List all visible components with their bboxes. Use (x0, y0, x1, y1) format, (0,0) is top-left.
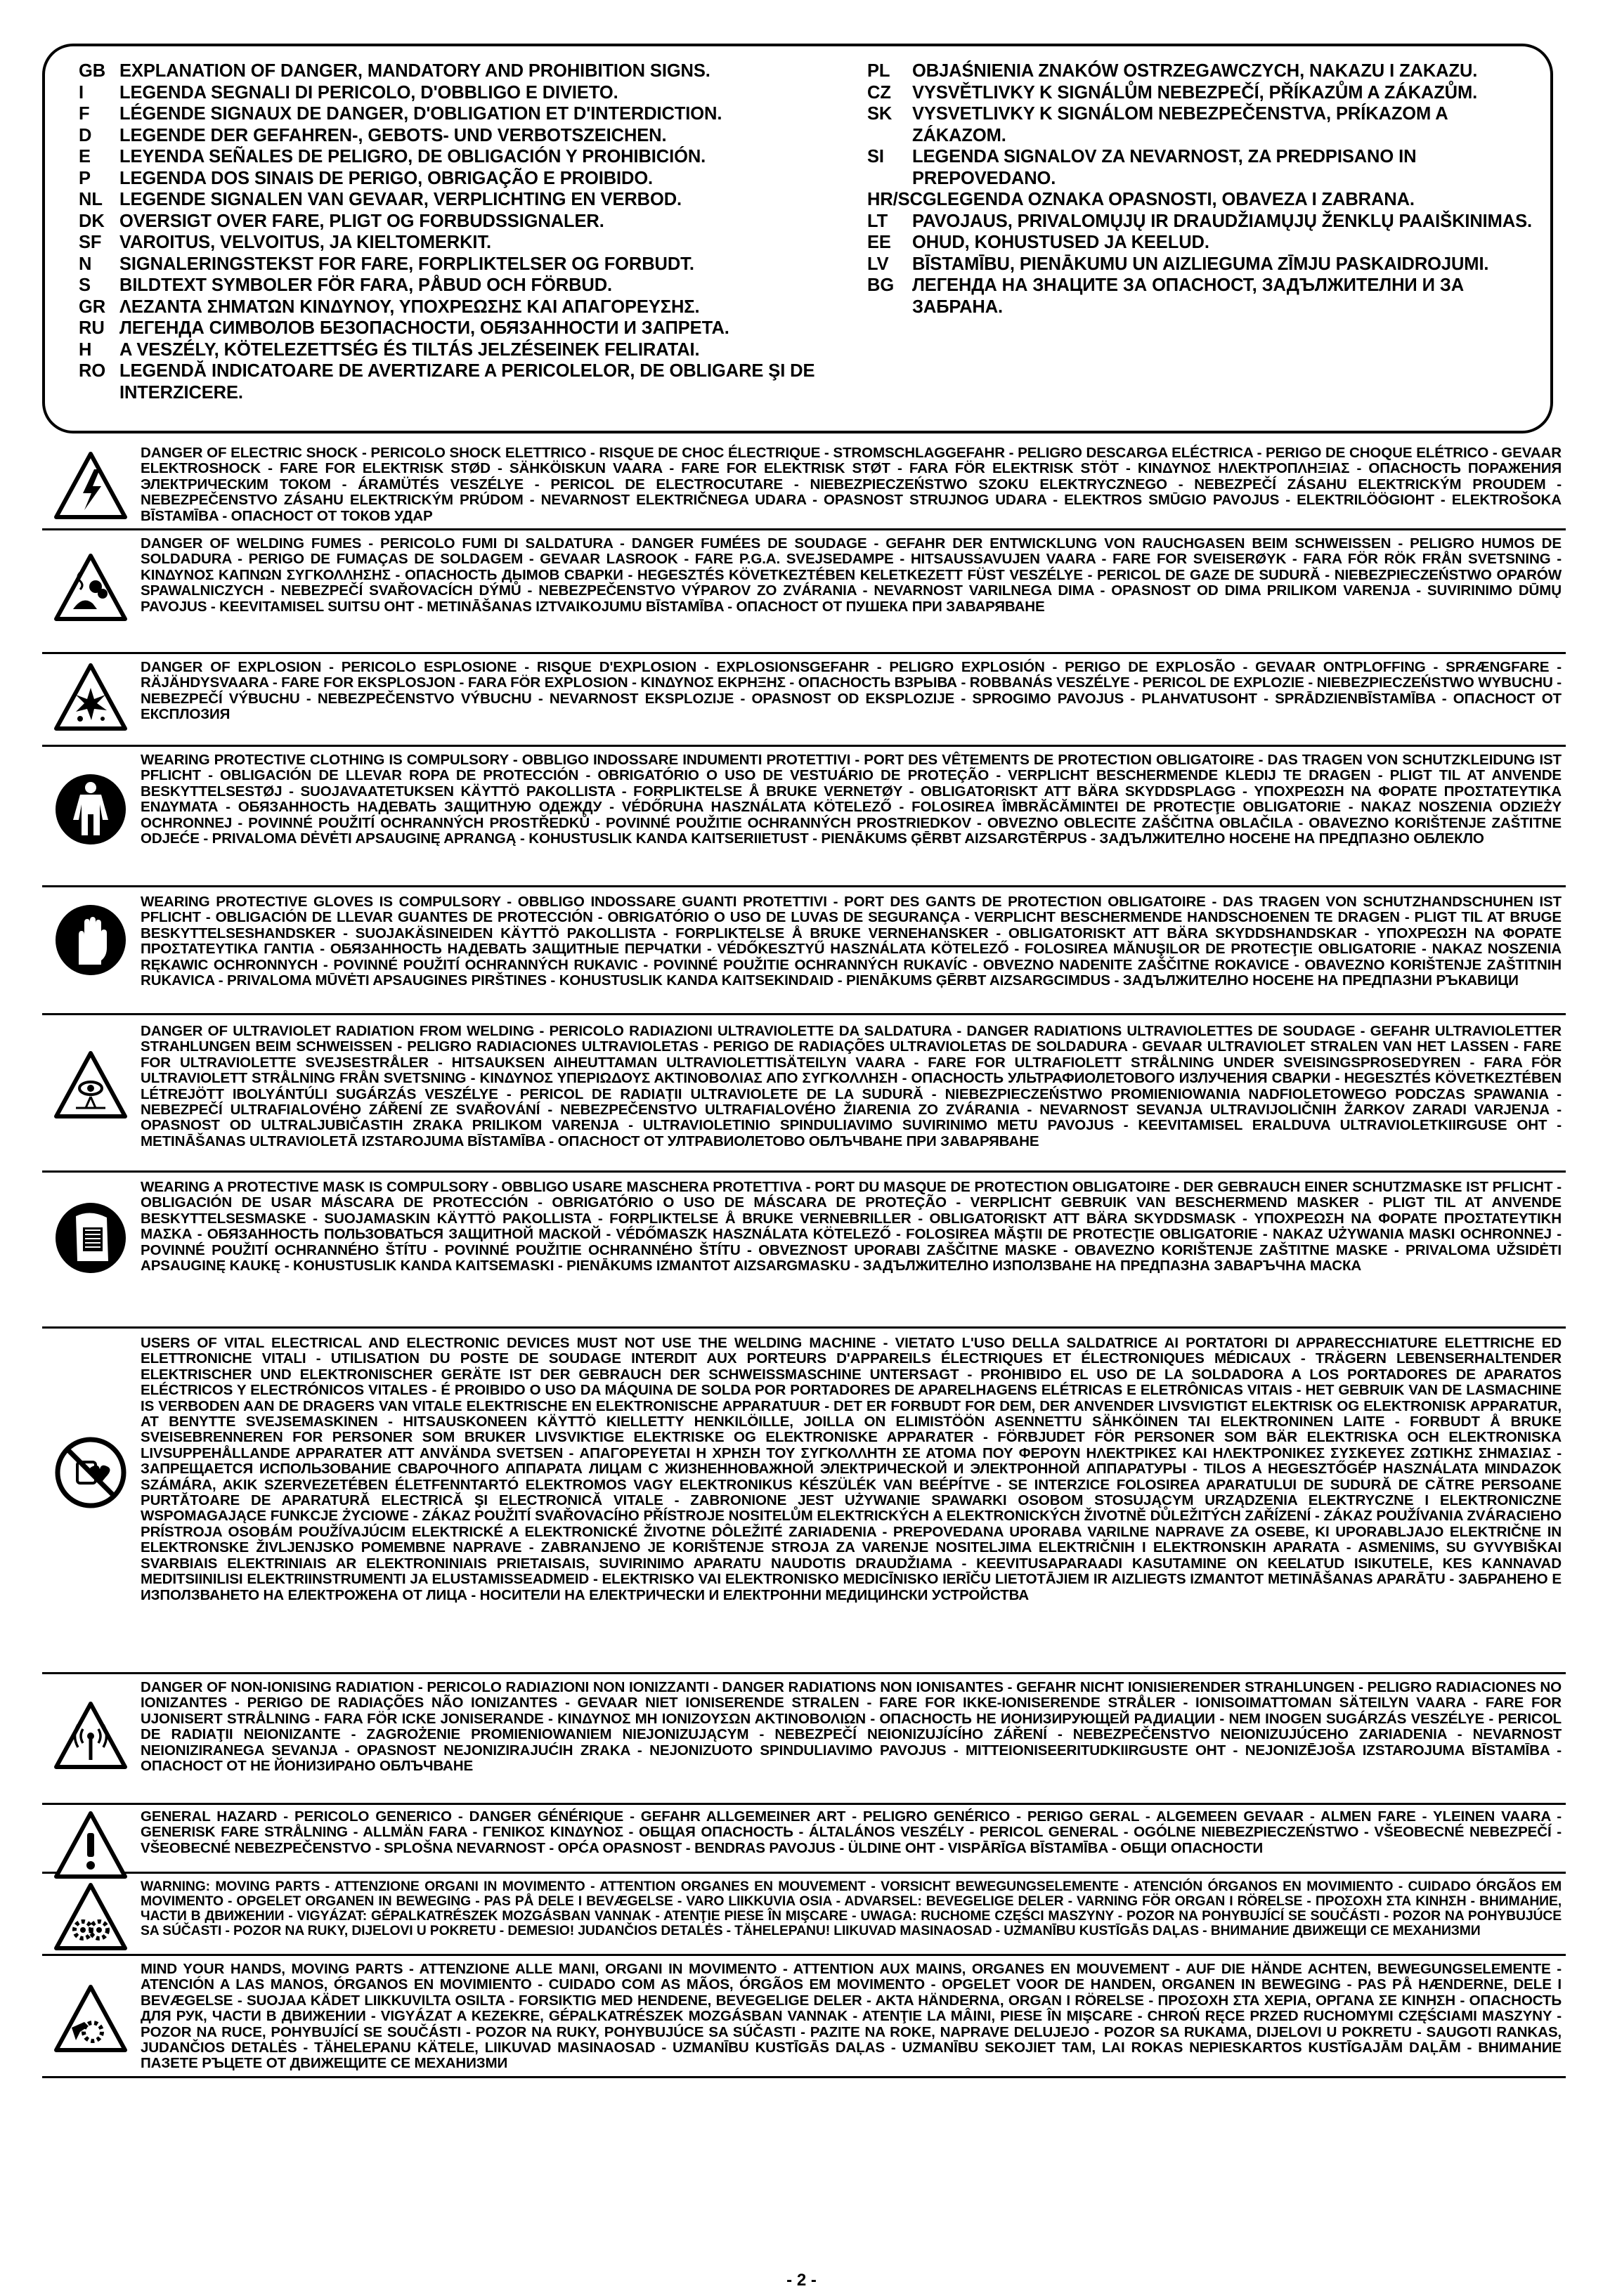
moving-parts-icon (52, 1879, 129, 1957)
legend-language-code: LV (867, 254, 889, 274)
legend-line (867, 232, 1542, 254)
legend-text: OBJAŚNIENIA ZNAKÓW OSTRZEGAWCZYCH, NAKAZU I ZAKAZU. (912, 61, 1478, 81)
legend-line (79, 275, 831, 296)
legend-language-code: N (79, 254, 92, 274)
legend-line (867, 254, 1542, 275)
sign-section (42, 1874, 1566, 1956)
sign-description: DANGER OF ELECTRIC SHOCK - PERICOLO SHOCK ELETTRICO - RISQUE DE CHOC ÉLECTRIQUE - STROMSCHLAGGEFAHR - PELIGRO DESCARGA ELÉCTRICA - PERIGO DE CHOQUE ELÉTRICO - GEVAAR ELEKTROSHOCK - FARE FOR ELEKTRISK STØD - SÄHKÖISKUN VAARA - FARE FOR ELEKTRISK STØT - FARA FÖR ELEKTRISK STÖT - ΚΙΝΔΥΝΟΣ ΗΛΕΚΤΡΟΠΛΗΞΙΑΣ - ОПАСНОСТЬ ПОРАЖЕНИЯ ЭЛЕКТРИЧЕСКИМ ТОКОМ - ÁRAMÜTÉS VESZÉLYE - PERICOL DE ELECTROCUTARE - NIEBEZPIECZEŃSTWO SZOKU ELEKTRYCZNEGO - NEBEZPEČÍ ZÁSAHU ELEKTRICKÝM PROUDEM - NEBEZPEČENSTVO ZÁSAHU ELEKTRICKÝM PRÚDOM - NEVARNOST ELEKTRIČNEGA UDARA - OPASNOST STRUJNOG UDARA - ELEKTROS SMŪGIO PAVOJUS - ELEKTRILÖÖGIOHT - ELEKTROŠOKA BĪSTAMĪBA - ОПАСНОСТ ОТ ТОКОВ УДАР (141, 445, 1562, 524)
no-pacemaker-icon (52, 1434, 129, 1511)
legend-line (79, 254, 831, 275)
legend-line (79, 168, 831, 190)
legend-line (79, 189, 831, 211)
legend-text: LEGENDA DOS SINAIS DE PERIGO, OBRIGAÇÃO E PROIBIDO. (119, 168, 654, 188)
legend-text: EXPLANATION OF DANGER, MANDATORY AND PROHIBITION SIGNS. (119, 61, 710, 81)
legend-language-code: RO (79, 361, 106, 381)
sign-section (42, 1173, 1566, 1329)
legend-line (79, 296, 831, 318)
legend-line (79, 125, 831, 147)
legend-text: LEGENDĂ INDICATOARE DE AVERTIZARE A PERICOLELOR, DE OBLIGARE ŞI DE INTERZICERE. (119, 361, 815, 403)
legend-line (867, 189, 1542, 211)
legend-line (79, 211, 831, 233)
sign-section (42, 1805, 1566, 1874)
legend-box (42, 44, 1553, 433)
legend-left-column (79, 60, 831, 403)
protective-mask-icon (52, 1199, 129, 1277)
sign-section (42, 654, 1566, 747)
legend-language-code: SK (867, 104, 893, 124)
sign-description: WARNING: MOVING PARTS - ATTENZIONE ORGANI IN MOVIMENTO - ATTENTION ORGANES EN MOUVEMENT - VORSICHT BEWEGUNGSELEMENTE - ATENCIÓN ÓRGANOS EN MOVIMIENTO - CUIDADO ÓRGÃOS EM MOVIMENTO - OPGELET ORGANEN IN BEWEGING - PAS PÅ DELE I BEVÆGELSE - VARO LIIKKUVIA OSIA - ADVARSEL: BEVEGELIGE DELER - VARNING FÖR ORGAN I RÖRELSE - ΠΡΟΣΟΧΗ ΣΤΑ ΚΙΝΗΣΗ - ВНИМАНИЕ, ЧАСТИ В ДВИЖЕНИИ - VIGYÁZAT: GÉPALKATRÉSZEK MOZGÁSBAN VANNAK - ATENŢIE PIESE ÎN MIŞCARE - UWAGA: RUCHOME CZĘŚCI MASZYNY - POZOR NA POHYBUJÍCÍ SE SOUČÁSTI - POZOR NA POHYBUJÚCE SA SÚČASTI - POZOR NA RUKY, DIJELOVI U POKRETU - DEMESIO! JUDANČIOS DETALĖS - TÄHELEPANU! LIIKUVAD MASINAOSAD - UZMANĪBU KUSTĪGĀS DAĻAS - ВНИМАНИЕ ДВИЖЕЩИ СЕ МЕХАНИЗМИ (141, 1879, 1562, 1939)
sign-section (42, 747, 1566, 887)
legend-text: LEGENDA SEGNALI DI PERICOLO, D'OBBLIGO E DIVIETO. (119, 82, 618, 103)
sign-description: USERS OF VITAL ELECTRICAL AND ELECTRONIC DEVICES MUST NOT USE THE WELDING MACHINE - VIETATO L'USO DELLA SALDATRICE AI PORTATORI DI APPARECCHIATURE ELETTRICHE ED ELETTRONICHE VITALI - UTILISATION DU POSTE DE SOUDAGE INTERDIT AUX PORTEURS D'APPAREILS ÉLECTRIQUES ET ÉLECTRONIQUES MÉDICAUX - TRÄGERN LEBENSERHALTENDER ELEKTRISCHER UND ELEKTRONISCHER GERÄTE IST DER GEBRAUCH DER SCHWEISSMASCHINE UNTERSAGT - PROHIBIDO EL USO DE LA SOLDADORA A LOS PORTADORES DE APARATOS ELÉCTRICOS Y ELECTRÓNICOS VITALES - É PROIBIDO O USO DA MÁQUINA DE SOLDA POR PORTADORES DE APARELHAGENS ELÉTRICAS E ELETRÔNICAS VITAIS - HET GEBRUIK VAN DE LASMACHINE IS VERBODEN AAN DE DRAGERS VAN VITALE ELEKTRISCHE EN ELEKTRONISCHE APPARATUUR - DET ER FORBUDT FOR DEM, DER ANVENDER LIVSVIGTIGT ELEKTRISK OG ELEKTRONISK APPARATUR, AT BENYTTE SVEJSEMASKINEN - HITSAUSKONEEN KÄYTTÖ KIELLETTY HENKILÖILLE, JOILLA ON ELIMISTÖÖN ASENNETTU SÄHKÖINEN TAI ELEKTRONINEN LAITE - FORBUDT Å BRUKE SVEISEBRENNEREN FOR PERSONER SOM BRUKER LIVSVIKTIGE ELEKTRISKE OG ELEKTRONISKE APPARATER - FÖRBJUDET FÖR PERSONER SOM BÄR ELEKTRISKA OCH ELEKTRONISKA LIVSUPPEHÅLLANDE APPARATER ATT ANVÄNDA SVETSEN - ΑΠΑΓΟΡΕΥΕΤΑΙ Η ΧΡΗΣΗ ΤΟΥ ΣΥΓΚΟΛΛΗΤΗ ΣΕ ΑΤΟΜΑ ΠΟΥ ΦΕΡΟΥΝ ΗΛΕΚΤΡΙΚΕΣ ΚΑΙ ΗΛΕΚΤΡΟΝΙΚΕΣ ΣΥΣΚΕΥΕΣ ΖΩΤΙΚΗΣ ΣΗΜΑΣΙΑΣ - ЗАПРЕЩАЕТСЯ ИСПОЛЬЗОВАНИЕ СВАРОЧНОГО АППАРАТА ЛИЦАМ С ЖИЗНЕННОВАЖНОЙ ЭЛЕКТРИЧЕСКОЙ И ЭЛЕКТРОННОЙ АППАРАТУРЫ - TILOS A HEGESZTŐGÉP HASZNÁLATA MINDAZOK SZÁMÁRA, AKIK SZERVEZETÉBEN ÉLETFENNTARTÓ ELEKTROMOS VAGY ELEKTRONIKUS KÉSZÜLÉK VAN BEÉPÍTVE - SE INTERZICE FOLOSIREA APARATULUI DE SUDURĂ DE CĂTRE PERSOANE PURTĂTOARE DE APARATURĂ ELECTRICĂ ŞI ELECTRONICĂ VITALE - ZABRONIONE JEST UŻYWANIE SPAWARKI OSOBOM STOSUJĄCYM URZĄDZENIA ELEKTRYCZNE I ELEKTRONICZNE WSPOMAGAJĄCE FUNKCJE ŻYCIOWE - ZÁKAZ POUŽITÍ SVAŘOVACÍHO PŘÍSTROJE NOSITELŮM ELEKTRICKÝCH A ELEKTRONICKÝCH ŽIVOTNĚ DŮLEŽITÝCH ZAŘÍZENÍ - ZÁKAZ POUŽÍVANIA ZVÁRACIEHO PRÍSTROJA OSOBÁM POUŽÍVAJÚCIM ELEKTRICKÉ A ELEKTRONICKÉ ŽIVOTNE DÔLEŽITÉ ZARIADENIA - PREPOVEDANA UPORABA VARILNE NAPRAVE ZA OSEBE, KI UPORABLJAJO ELEKTRIČNE IN ELEKTRONSKE ŽIVLJENJSKO POMEMBNE NAPRAVE - ZABRANJENO JE KORIŠTENJE STROJA ZA VARENJE NOSITELJIMA ELEKTRIČNIH I ELEKTRONSKIH APARATA - ASMENIMS, SU GYVYBIŠKAI SVARBIAIS ELEKTRINIAIS AR ELEKTRONINIAIS PRIETAISAIS, SUVIRINIMO APARATU NAUDOTIS DRAUDŽIAMA - KEEVITUSAPARAADI KASUTAMINE ON KEELATUD ISIKUTELE, KES KANNAVAD MEDITSIINILISI ELEKTRIINSTRUMENTI JA ELUSTAMISSEADMEID - ELEKTRISKO VAI ELEKTRONISKO MEDICĪNISKO IERĪČU LIETOTĀJIEM IR AIZLIEGTS IZMANTOT METINĀŠANAS APARĀTU - ЗАБРАНЕНО Е ИЗПОЛЗВАНЕТО НА ЕЛЕКТРОЖЕНА ОТ ЛИЦА - НОСИТЕЛИ НА ЕЛЕКТРИЧЕСКИ И ЕЛЕКТРОННИ МЕДИЦИНСКИ УСТРОЙСТВА (141, 1335, 1562, 1603)
sign-description: WEARING PROTECTIVE GLOVES IS COMPULSORY - OBBLIGO INDOSSARE GUANTI PROTETTIVI - PORT DES GANTS DE PROTECTION OBLIGATOIRE - DAS TRAGEN VON SCHUTZHANDSCHUHEN IST PFLICHT - OBLIGACIÓN DE LLEVAR GUANTES DE PROTECCIÓN - OBRIGATÓRIO O USO DE LUVAS DE SEGURANÇA - VERPLICHT BESCHERMENDE HANDSCHOENEN TE DRAGEN - PLIGT TIL AT BRUGE BESKYTTELSESHANDSKER - SUOJAKÄSINEIDEN KÄYTTÖ PAKOLLISTA - FORPLIKTELSE Å BRUKE VERNEHANSKER - OBLIGATORISKT ATT BÄRA SKYDDSHANDSKAR - ΥΠΟΧΡΕΩΣΗ ΝΑ ΦΟΡΑΤΕ ΠΡΟΣΤΑΤΕΥΤΙΚΑ ΓΑΝΤΙΑ - ОБЯЗАННОСТЬ НАДЕВАТЬ ЗАЩИТНЫЕ ПЕРЧАТКИ - VÉDŐKESZTYŰ HASZNÁLATA KÖTELEZŐ - FOLOSIREA MĂNUŞILOR DE PROTECŢIE OBLIGATORIE - NAKAZ NOSZENIA RĘKAWIC OCHRONNYCH - POVINNÉ POUŽITÍ OCHRANNÝCH RUKAVIC - POVINNÉ POUŽITIE OCHRANNÝCH RUKAVÍC - OBVEZNO NADENITE ZAŠČITNE ROKAVICE - OBAVEZNO KORIŠTENJE ZAŠTITNIH RUKAVICA - PRIVALOMA MŪVĖTI APSAUGINES PIRŠTINES - KOHUSTUSLIK KANDA KAITSEKINDAID - PIENĀKUMS ĢĒRBT AIZSARGCIMDUS - ЗАДЪЛЖИТЕЛНО НОСЕНЕ НА ПРЕДПАЗНИ РЪКАВИЦИ (141, 894, 1562, 989)
legend-text: SIGNALERINGSTEKST FOR FARE, FORPLIKTELSER OG FORBUDT. (119, 254, 694, 274)
legend-line (867, 146, 1542, 189)
legend-text: LEGENDA OZNAKA OPASNOSTI, OBAVEZA I ZABRANA. (936, 190, 1415, 209)
sign-section (42, 530, 1566, 654)
sign-description: DANGER OF WELDING FUMES - PERICOLO FUMI DI SALDATURA - DANGER FUMÉES DE SOUDAGE - GEFAHR DER ENTWICKLUNG VON RAUCHGASEN BEIM SCHWEISSEN - PELIGRO HUMOS DE SOLDADURA - PERIGO DE FUMAÇAS DE SOLDAGEM - GEVAAR LASROOK - FARE P.G.A. SVEJSEDAMPE - HITSAUSSAVUJEN VAARA - FARE FOR SVEISERØYK - FARA FÖR RÖK FRÅN SVETSNING - ΚΙΝΔΥΝΟΣ ΚΑΠΝΩΝ ΣΥΓΚΟΛΛΗΣΗΣ - ОПАСНОСТЬ ДЫМОВ СВАРКИ - HEGESZTÉS KÖVETKEZTÉBEN KELETKEZETT FÜST VESZÉLYE - PERICOL DE GAZE DE SUDURĂ - NIEBEZPIECZEŃSTWO OPARÓW SPAWALNICZYCH - NEBEZPEČÍ SVAŘOVACÍCH DÝMŮ - NEBEZPEČENSTVO VÝPAROV ZO ZVÁRANIA - NEVARNOST VARILNEGA DIMA - OPASNOST OD DIMA PRILIKOM VARENJA - SUVIRINIMO DŪMŲ PAVOJUS - KEEVITAMISEL SUITSU OHT - METINĀŠANAS IZTVAIKOJUMU BĪSTAMĪBA - ОПАСНОСТ ОТ ПУШЕКА ПРИ ЗАВАРЯВАНЕ (141, 535, 1562, 615)
legend-line (79, 82, 831, 104)
legend-line (79, 318, 831, 339)
sign-description: MIND YOUR HANDS, MOVING PARTS - ATTENZIONE ALLE MANI, ORGANI IN MOVIMENTO - ATTENTION AUX MAINS, ORGANES EN MOUVEMENT - AUF DIE HÄNDE ACHTEN, BEWEGUNGSELEMENTE - ATENCIÓN A LAS MANOS, ÓRGANOS EN MOVIMIENTO - CUIDADO COM AS MÃOS, ÓRGÃOS EM MOVIMENTO - OPGELET VOOR DE HANDEN, ORGANEN IN BEWEGING - PAS PÅ HÆNDERNE, DELE I BEVÆGELSE - SUOJAA KÄDET LIIKKUVILTA OSILTA - FORSIKTIG MED HENDENE, BEVEGELIGE DELER - AKTA HÄNDERNA, ORGAN I RÖRELSE - ΠΡΟΣΟΧΗ ΣΤΑ ΧΕΡΙΑ, ΟΡΓΑΝΑ ΣΕ ΚΙΝΗΣΗ - ОПАСНОСТЬ ДЛЯ РУК, ЧАСТИ В ДВИЖЕНИИ - VIGYÁZAT A KEZEKRE, GÉPALKATRÉSZEK MOZGÁSBAN VANNAK - ATENŢIE LA MÂINI, PIESE ÎN MIŞCARE - CHROŃ RĘCE PRZED RUCHOMYMI CZĘŚCIAMI MASZYNY - POZOR NA RUCE, POHYBUJÍCÍ SE SOUČÁSTI - POZOR NA RUKY, POHYBUJÚCE SA SÚČASTI - PAZITE NA ROKE, NAPRAVE DELUJEJO - POZOR SA RUKAMA, DIJELOVI U POKRETU - SAUGOTI RANKAS, JUDANČIOS DETALĖS - TÄHELEPANU KÄTELE, LIIKUVAD MASINAOSAD - UZMANĪBU KUSTĪGĀS DAĻAS - UZMANĪBU SEKOJIET TAM, LAI ROKAS NEPIESKARTOS KUSTĪGAJĀM DAĻĀM - ВНИМАНИЕ ПАЗЕТЕ РЪЦЕТЕ ОТ ДВИЖЕЩИТЕ СЕ МЕХАНИЗМИ (141, 1961, 1562, 2072)
legend-line (867, 60, 1542, 82)
legend-language-code: DK (79, 211, 105, 231)
legend-text: LEGENDA SIGNALOV ZA NEVARNOST, ZA PREDPISANO IN PREPOVEDANO. (912, 147, 1417, 188)
page-number: - 2 - (786, 2271, 817, 2290)
legend-line (867, 82, 1542, 104)
legend-language-code: GB (79, 61, 106, 81)
protective-gloves-icon (52, 901, 129, 979)
legend-text: ΛΕΖΑΝΤΑ ΣΗΜΑΤΩΝ ΚΙΝΔΥΝΟΥ, ΥΠΟΧΡΕΩΣΗΣ ΚΑΙ ΑΠΑΓΟΡΕΥΣΗΣ. (119, 296, 700, 317)
legend-language-code: SI (867, 147, 884, 167)
legend-text: LEGENDE DER GEFAHREN-, GEBOTS- UND VERBOTSZEICHEN. (119, 125, 667, 145)
legend-text: OVERSIGT OVER FARE, PLIGT OG FORBUDSSIGNALER. (119, 211, 604, 231)
ultraviolet-radiation-icon (52, 1048, 129, 1125)
legend-language-code: SF (79, 233, 102, 252)
sign-section (42, 1674, 1566, 1805)
legend-language-code: I (79, 82, 84, 103)
sign-description: DANGER OF ULTRAVIOLET RADIATION FROM WELDING - PERICOLO RADIAZIONI ULTRAVIOLETTE DA SALDATURA - DANGER RADIATIONS ULTRAVIOLETTES DE SOUDAGE - GEFAHR ULTRAVIOLETTER STRAHLUNGEN BEIM SCHWEISSEN - PELIGRO RADIACIONES ULTRAVIOLETAS - PERIGO DE RADIAÇÕES ULTRAVIOLETAS DE SOLDADURA - GEVAAR ULTRAVIOLET STRALEN VAN HET LASSEN - FARE FOR ULTRAVIOLETTE SVEJSESTRÅLER - HITSAUKSEN AIHEUTTAMAN ULTRAVIOLETTISÄTEILYN VAARA - FARE FOR ULTRAFIOLETT STRÅLNING UNDER SVEISINGSPROSEDYREN - FARA FÖR ULTRAVIOLETT STRÅLNING FRÅN SVETSNING - ΚΙΝΔΥΝΟΣ ΥΠΕΡΙΩΔΟΥΣ ΑΚΤΙΝΟΒΟΛΙΑΣ ΑΠΟ ΣΥΓΚΟΛΛΗΣΗ - ОПАСНОСТЬ УЛЬТРАФИОЛЕТОВОГО ИЗЛУЧЕНИЯ СВАРКИ - HEGESZTÉS KÖVETKEZTÉBEN LÉTREJÖTT IBOLYÁNTÚLI SUGÁRZÁS VESZÉLYE - PERICOL DE RADIAŢII ULTRAVIOLETE DE LA SUDURĂ - NIEBEZPIECZEŃSTWO PROMIENIOWANIA NADFIOLETOWEGO PODCZAS SPAWANIA - NEBEZPEČÍ ULTRAFIALOVÉHO ZÁŘENÍ ZE SVAŘOVÁNÍ - NEBEZPEČENSTVO ULTRAFIALOVÉHO ŽIARENIA ZO ZVÁRANIA - NEVARNOST SEVANJA ULTRAVIJOLIČNIH ŽARKOV ZARADI VARJENJA - OPASNOST OD ULTRALJUBIČASTIH ZRAKA PRILIKOM VARENJA - ULTRAVIOLETINIO SPINDULIAVIMO SUVIRINIMO METU PAVOJUS - KEEVITAMISEL ERALDUVA ULTRAVIOLETKIIRGUSE OHT - METINĀŠANAS ULTRAVIOLETĀ IZSTAROJUMA BĪSTAMĪBA - ОПАСНОСТ ОТ УЛТРАВИОЛЕТОВО ОБЛЪЧВАНЕ ПРИ ЗАВАРЯВАНЕ (141, 1023, 1562, 1149)
protective-clothing-icon (52, 771, 129, 848)
legend-text: OHUD, KOHUSTUSED JA KEELUD. (912, 233, 1209, 252)
legend-text: PAVOJAUS, PRIVALOMŲJŲ IR DRAUDŽIAMŲJŲ ŽENKLŲ PAAIŠKINIMAS. (912, 211, 1533, 231)
legend-language-code: F (79, 104, 90, 124)
legend-language-code: CZ (867, 82, 891, 103)
legend-line (867, 211, 1542, 233)
legend-line (79, 339, 831, 361)
mind-hands-icon (52, 1981, 129, 2059)
legend-language-code: RU (79, 318, 105, 338)
legend-line (79, 60, 831, 82)
welding-fumes-icon (52, 550, 129, 627)
legend-text: BILDTEXT SYMBOLER FÖR FARA, PÅBUD OCH FÖRBUD. (119, 275, 612, 295)
legend-text: LEYENDA SEÑALES DE PELIGRO, DE OBLIGACIÓN Y PROHIBICIÓN. (119, 147, 706, 167)
legend-language-code: D (79, 125, 92, 145)
legend-text: LEGENDE SIGNALEN VAN GEVAAR, VERPLICHTING EN VERBOD. (119, 190, 682, 209)
legend-line (867, 275, 1542, 318)
legend-line (79, 146, 831, 168)
legend-line (79, 232, 831, 254)
sign-section (42, 1956, 1566, 2078)
sign-description: WEARING PROTECTIVE CLOTHING IS COMPULSORY - OBBLIGO INDOSSARE INDUMENTI PROTETTIVI - PORT DES VÊTEMENTS DE PROTECTION OBLIGATOIRE - DAS TRAGEN VON SCHUTZKLEIDUNG IST PFLICHT - OBLIGACIÓN DE LLEVAR ROPA DE PROTECCIÓN - OBRIGATÓRIO O USO DE VESTUÁRIO DE PROTEÇÃO - VERPLICHT BESCHERMENDE KLEDIJ TE DRAGEN - PLIGT TIL AT ANVENDE BESKYTTELSESTØJ - SUOJAVAATETUKSEN KÄYTTÖ PAKOLLISTA - FORPLIKTELSE Å BRUKE VERNETØY - OBLIGATORISKT ATT BÄRA SKYDDSPLAGG - ΥΠΟΧΡΕΩΣΗ ΝΑ ΦΟΡΑΤΕ ΠΡΟΣΤΑΤΕΥΤΙΚΑ ΕΝΔΥΜΑΤΑ - ОБЯЗАННОСТЬ НАДЕВАТЬ ЗАЩИТНУЮ ОДЕЖДУ - VÉDŐRUHA HASZNÁLATA KÖTELEZŐ - FOLOSIREA ÎMBRĂCĂMINTEI DE PROTECŢIE OBLIGATORIE - NAKAZ NOSZENIA ODZIEŻY OCHRONNEJ - POVINNÉ POUŽITÍ OCHRANNÝCH PROSTŘEDKŮ - POVINNÉ POUŽITIE OCHRANNÝCH PROSTRIEDKOV - OBVEZNO OBLECITE ZAŠČITNA OBLAČILA - OBAVEZNO KORIŠTENJE ZAŠTITNE ODJEĆE - PRIVALOMA DĖVĖTI APSAUGINĘ APRANGĄ - KOHUSTUSLIK KANDA KAITSERIIETUST - PIENĀKUMS ĢĒRBT AIZSARGTĒRPUS - ЗАДЪЛЖИТЕЛНО НОСЕНЕ НА ПРЕДПАЗНО ОБЛЕКЛО (141, 752, 1562, 847)
legend-text: VAROITUS, VELVOITUS, JA KIELTOMERKIT. (119, 233, 492, 252)
legend-language-code: S (79, 275, 91, 295)
legend-line (79, 360, 831, 403)
legend-text: LÉGENDE SIGNAUX DE DANGER, D'OBLIGATION ET D'INTERDICTION. (119, 104, 722, 124)
legend-language-code: H (79, 339, 92, 360)
non-ionising-radiation-icon (52, 1698, 129, 1775)
legend-language-code: HR/SCG (867, 190, 937, 209)
legend-language-code: P (79, 168, 91, 188)
legend-text: VYSVETLIVKY K SIGNÁLOM NEBEZPEČENSTVA, PRÍKAZOM A ZÁKAZOM. (912, 104, 1448, 145)
legend-language-code: E (79, 147, 91, 167)
legend-text: BĪSTAMĪBU, PIENĀKUMU UN AIZLIEGUMA ZĪMJU PASKAIDROJUMI. (912, 254, 1489, 274)
electric-shock-icon (52, 448, 129, 526)
sign-section (42, 887, 1566, 1015)
legend-text: A VESZÉLY, KÖTELEZETTSÉG ÉS TILTÁS JELZÉSEINEK FELIRATAI. (119, 339, 700, 360)
explosion-icon (52, 660, 129, 737)
legend-language-code: PL (867, 61, 890, 81)
sign-section (42, 1015, 1566, 1173)
legend-language-code: GR (79, 296, 106, 317)
legend-right-column (867, 60, 1542, 318)
legend-language-code: LT (867, 211, 888, 231)
sign-description: WEARING A PROTECTIVE MASK IS COMPULSORY - OBBLIGO USARE MASCHERA PROTETTIVA - PORT DU MASQUE DE PROTECTION OBLIGATOIRE - DER GEBRAUCH EINER SCHUTZMASKE IST PFLICHT - OBLIGACIÓN DE USAR MÁSCARA DE PROTECCIÓN - OBRIGATÓRIO O USO DE MÁSCARA DE PROTEÇÃO - VERPLICHT GEBRUIK VAN BESCHERMEND MASKER - PLIGT TIL AT ANVENDE BESKYTTELSESMASKE - SUOJAMASKIN KÄYTTÖ PAKOLLISTA - FORPLIKTELSE Å BRUKE VERNEBRILLER - OBLIGATORISKT ATT BÄRA SKYDDSMASK - ΥΠΟΧΡΕΩΣΗ ΝΑ ΦΟΡΑΤΕ ΠΡΟΣΤΑΤΕΥΤΙΚΗ ΜΑΣΚΑ - ОБЯЗАННОСТЬ ПОЛЬЗОВАТЬСЯ ЗАЩИТНОЙ МАСКОЙ - VÉDŐMASZK HASZNÁLATA KÖTELEZŐ - FOLOSIREA MĂŞTII DE PROTECŢIE OBLIGATORIE - NAKAZ UŻYWANIA MASKI OCHRONNEJ - POVINNÉ POUŽITÍ OCHRANNÉHO ŠTÍTU - POVINNÉ POUŽITIE OCHRANNÉHO ŠTÍTU - OBVEZNOST UPORABI ZAŠČITNE MASKE - OBAVEZNO KORIŠTENJE ZAŠTITNE MASKE - PRIVALOMA UŽSIDĖTI APSAUGINĘ KAUKĘ - KOHUSTUSLIK KANDA KAITSEMASKI - PIENĀKUMS IZMANTOT AIZSARGMASKU - ЗАДЪЛЖИТЕЛНО ИЗПОЛЗВАНЕ НА ПРЕДПАЗНА ЗАВАРЪЧНА МАСКА (141, 1179, 1562, 1274)
sign-description: DANGER OF NON-IONISING RADIATION - PERICOLO RADIAZIONI NON IONIZZANTI - DANGER RADIATIONS NON IONISANTES - GEFAHR NICHT IONISIERENDER STRAHLUNGEN - PELIGRO RADIACIONES NO IONIZANTES - PERIGO DE RADIAÇÕES NÃO IONIZANTES - GEVAAR NIET IONISERENDE STRALEN - FARE FOR IKKE-IONISERENDE STRÅLER - IONISOIMATTOMAN SÄTEILYN VAARA - FARE FOR UJONISERT STRÅLNING - FARA FÖR ICKE JONISERANDE - ΚΙΝΔΥΝΟΣ ΜΗ ΙΟΝΙΖΟΥΣΩΝ ΑΚΤΙΝΟΒΟΛΙΩΝ - ОПАСНОСТЬ НЕ ИОНИЗИРУЮЩЕЙ РАДИАЦИИ - NEM INOGEN SUGÁRZÁS VESZÉLYE - PERICOL DE RADIAŢII NEIONIZANTE - ZAGROŻENIE PROMIENIOWANIEM NIEJONIZUJĄCYM - NEBEZPEČÍ NEIONIZUJÍCÍHO ZÁŘENÍ - NEBEZPEČENSTVO NEIONIZUJÚCEHO ZARIADENIA - NEVARNOST NEIONIZIRANEGA SEVANJA - OPASNOST NEJONIZIRAJUĆIH ZRAKA - NEJONIZUOTO SPINDULIAVIMO PAVOJUS - MITTEIONISEERITUDKIIRGUSTE OHT - NEJONIZĒJOŠA IZSTAROJUMA BĪSTAMĪBA - ОПАСНОСТ ОТ НЕ ЙОНИЗИРАНО ОБЛЪЧВАНЕ (141, 1679, 1562, 1775)
legend-line (867, 103, 1542, 146)
legend-language-code: BG (867, 275, 895, 295)
sign-sections (42, 441, 1566, 2078)
legend-line (79, 103, 831, 125)
legend-text: ЛЕГЕНДА НА ЗНАЦИТЕ ЗА ОПАСНОСТ, ЗАДЪЛЖИТЕЛНИ И ЗА ЗАБРАНА. (912, 275, 1465, 317)
sign-section (42, 441, 1566, 530)
legend-language-code: NL (79, 190, 103, 209)
sign-description: GENERAL HAZARD - PERICOLO GENERICO - DANGER GÉNÉRIQUE - GEFAHR ALLGEMEINER ART - PELIGRO GENÉRICO - PERIGO GERAL - ALGEMEEN GEVAAR - ALMEN FARE - YLEINEN VAARA - GENERISK FARE STRÅLNING - ALLMÄN FARA - ΓΕΝΙΚΟΣ ΚΙΝΔΥΝΟΣ - ОБЩАЯ ОПАСНОСТЬ - ÁLTALÁNOS VESZÉLY - PERICOL GENERAL - OGÓLNE NIEBEZPIECZEŃSTWO - VŠEOBECNÉ NEBEZPEČÍ - VŠEOBECNÉ NEBEZPEČENSTVO - SPLOŠNA NEVARNOST - OPĆA OPASNOST - BENDRAS PAVOJUS - ÜLDINE OHT - VISPĀRĪGA BĪSTAMĪBA - ОБЩИ ОПАСНОСТИ (141, 1808, 1562, 1856)
sign-description: DANGER OF EXPLOSION - PERICOLO ESPLOSIONE - RISQUE D'EXPLOSION - EXPLOSIONSGEFAHR - PELIGRO EXPLOSIÓN - PERIGO DE EXPLOSÃO - GEVAAR ONTPLOFFING - SPRÆNGFARE - RÄJÄHDYSVAARA - FARE FOR EKSPLOSJON - FARA FÖR EXPLOSION - ΚΙΝΔΥΝΟΣ ΕΚΡΗΞΗΣ - ОПАСНОСТЬ ВЗРЫВА - ROBBANÁS VESZÉLYE - PERICOL DE EXPLOZIE - NIEBEZPIECZEŃSTWO WYBUCHU - NEBEZPEČÍ VÝBUCHU - NEBEZPEČENSTVO VÝBUCHU - NEVARNOST EKSPLOZIJE - OPASNOST OD EKSPLOZIJE - SPROGIMO PAVOJUS - PLAHVATUSOHT - SPRĀDZIENBĪSTAMĪBA - ОПАСНОСТ ОТ ЕКСПЛОЗИЯ (141, 659, 1562, 723)
legend-text: ЛЕГЕНДА СИМВОЛОВ БЕЗОПАСНОСТИ, ОБЯЗАННОСТИ И ЗАПРЕТА. (119, 318, 729, 338)
sign-section (42, 1329, 1566, 1674)
legend-text: VYSVĚTLIVKY K SIGNÁLŮM NEBEZPEČÍ, PŘÍKAZŮM A ZÁKAZŮM. (912, 82, 1478, 103)
legend-language-code: EE (867, 233, 891, 252)
